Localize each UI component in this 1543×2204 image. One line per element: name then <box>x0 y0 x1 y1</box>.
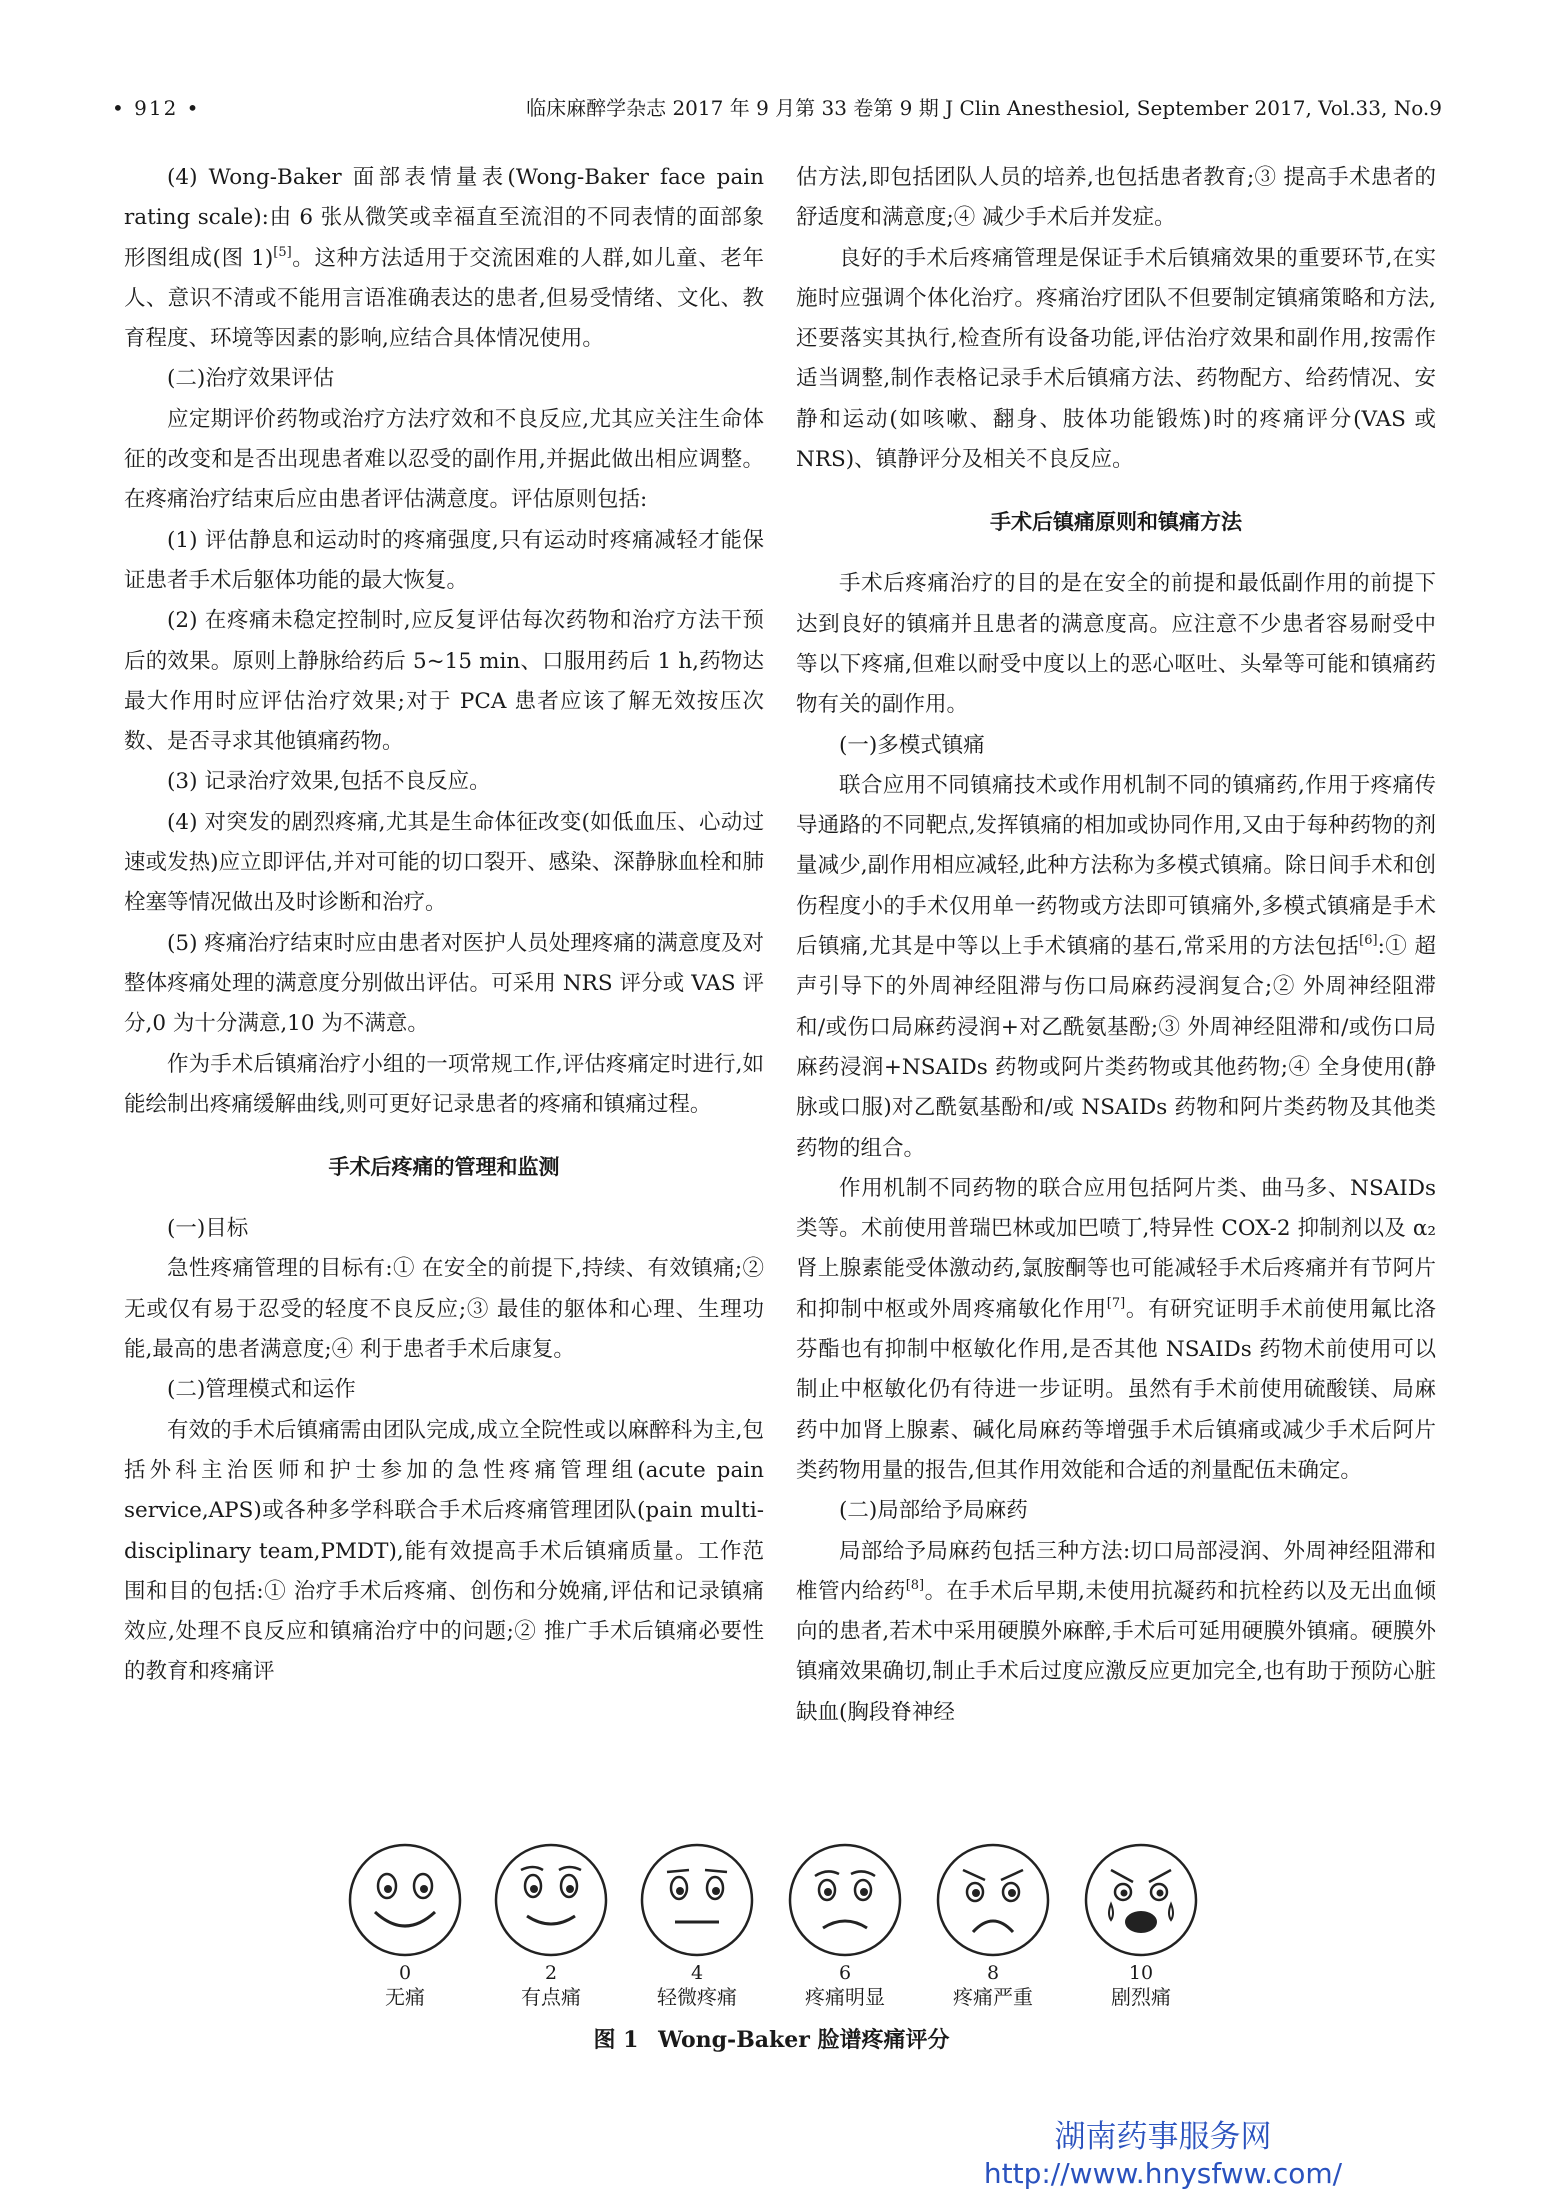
face-label: 有点痛 <box>521 1985 581 2009</box>
face-label: 剧烈痛 <box>1111 1985 1171 2009</box>
paragraph: (5) 疼痛治疗结束时应由患者对医护人员处理疼痛的满意度及对整体疼痛处理的满意度分别做出评估。可采用 NRS 评分或 VAS 评分,0 为十分满意,10 为不满意。 <box>124 930 764 1037</box>
journal-info: 临床麻醉学杂志 2017 年 9 月第 33 卷第 9 期 J Clin Anesthesiol, September 2017, Vol.33, No.9 <box>526 96 1442 120</box>
subheading: (二)治疗效果评估 <box>167 366 335 392</box>
citation: [8] <box>905 1577 925 1593</box>
subheading: (二)局部给予局麻药 <box>839 1498 1028 1524</box>
paragraph: 作为手术后镇痛治疗小组的一项常规工作,评估疼痛定时进行,如能绘制出疼痛缓解曲线,则可更好记录患者的疼痛和镇痛过程。 <box>124 1051 764 1117</box>
crying-face-icon <box>1081 1840 1201 1960</box>
citation: [7] <box>1106 1295 1126 1311</box>
face-score: 0 <box>398 1962 412 1984</box>
paragraph: 作用机制不同药物的联合应用包括阿片类、曲马多、NSAIDs 类等。术前使用普瑞巴林或加巴喷丁,特异性 COX-2 抑制剂以及 α₂ 肾上腺素能受体激动药,氯胺酮等也可能减轻手术后疼痛并有节阿片和抑制中枢或外周疼痛敏化作用[7]。有研究证明手术前使用氟比洛芬酯也有抑制中枢敏化作用,是否其他 NSAIDs 药物术前使用可以制止中枢敏化仍有待进一步证明。虽然有手术前使用硫酸镁、局麻药中加肾上腺素、碱化局麻药等增强手术后镇痛或减少手术后阿片类药物用量的报告,但其作用效能和合适的剂量配伍未确定。 <box>796 1175 1436 1483</box>
face-label: 疼痛明显 <box>805 1985 885 2009</box>
watermark-url: http://www.hnysfww.com/ <box>983 2157 1343 2190</box>
page-header <box>112 88 1442 128</box>
paragraph: 局部给予局麻药包括三种方法:切口局部浸润、外周神经阻滞和椎管内给药[8]。在手术后早期,未使用抗凝药和抗栓药以及无出血倾向的患者,若术中采用硬膜外麻醉,手术后可延用硬膜外镇痛。硬膜外镇痛效果确切,制止手术后过度应激反应更加完全,也有助于预防心脏缺血(胸段脊神经 <box>796 1538 1436 1725</box>
subheading: (一)目标 <box>167 1216 249 1242</box>
face-item <box>775 1840 915 2010</box>
face-item <box>335 1840 475 2010</box>
face-score: 4 <box>690 1962 704 1984</box>
face-score: 2 <box>544 1962 558 1984</box>
page-number: • 912 • <box>112 96 201 120</box>
paragraph: (2) 在疼痛未稳定控制时,应反复评估每次药物和治疗方法干预后的效果。原则上静脉给药后 5~15 min、口服用药后 1 h,药物达最大作用时应评估治疗效果;对于 PCA 患者应该了解无效按压次数、是否寻求其他镇痛药物。 <box>124 608 764 755</box>
paragraph: (4) 对突发的剧烈疼痛,尤其是生命体征改变(如低血压、心动过速或发热)应立即评估,并对可能的切口裂开、感染、深静脉血栓和肺栓塞等情况做出及时诊断和治疗。 <box>124 809 764 916</box>
face-label: 疼痛严重 <box>953 1985 1033 2009</box>
face-item <box>481 1840 621 2010</box>
wong-baker-figure <box>335 1840 1215 2010</box>
slight-smile-face-icon <box>491 1840 611 1960</box>
face-score: 8 <box>986 1962 1000 1984</box>
left-column <box>124 158 764 1693</box>
paragraph: 联合应用不同镇痛技术或作用机制不同的镇痛药,作用于疼痛传导通路的不同靶点,发挥镇痛的相加或协同作用,又由于每种药物的剂量减少,副作用相应减轻,此种方法称为多模式镇痛。除日间手术和创伤程度小的手术仅用单一药物或方法即可镇痛外,多模式镇痛是手术后镇痛,尤其是中等以上手术镇痛的基石,常采用的方法包括[6]:① 超声引导下的外周神经阻滞与伤口局麻药浸润复合;② 外周神经阻滞和/或伤口局麻药浸润+对乙酰氨基酚;③ 外周神经阻滞和/或伤口局麻药浸润+NSAIDs 药物或阿片类药物或其他药物;④ 全身使用(静脉或口服)对乙酰氨基酚和/或 NSAIDs 药物和阿片类药物及其他类药物的组合。 <box>796 772 1437 1161</box>
face-score: 10 <box>1128 1962 1154 1984</box>
paragraph: 估方法,即包括团队人员的培养,也包括患者教育;③ 提高手术患者的舒适度和满意度;④ 减少手术后并发症。 <box>796 165 1436 231</box>
smiling-face-icon <box>345 1840 465 1960</box>
section-heading: 手术后疼痛的管理和监测 <box>328 1155 560 1180</box>
right-column <box>796 158 1436 1733</box>
figure-title: Wong-Baker 脸谱疼痛评分 <box>658 2027 950 2053</box>
face-item <box>923 1840 1063 2010</box>
frown-face-icon <box>785 1840 905 1960</box>
face-item <box>627 1840 767 2010</box>
paragraph: 手术后疼痛治疗的目的是在安全的前提和最低副作用的前提下达到良好的镇痛并且患者的满意度高。应注意不少患者容易耐受中等以下疼痛,但难以耐受中度以上的恶心呕吐、头晕等可能和镇痛药物有关的副作用。 <box>796 571 1436 718</box>
paragraph: 良好的手术后疼痛管理是保证手术后镇痛效果的重要环节,在实施时应强调个体化治疗。疼痛治疗团队不但要制定镇痛策略和方法,还要落实其执行,检查所有设备功能,评估治疗效果和副作用,按需作适当调整,制作表格记录手术后镇痛方法、药物配方、给药情况、安静和运动(如咳嗽、翻身、肢体功能锻炼)时的疼痛评分(VAS 或 NRS)、镇静评分及相关不良反应。 <box>796 245 1436 473</box>
watermark <box>928 2118 1398 2192</box>
subheading: (一)多模式镇痛 <box>839 732 985 758</box>
face-label: 轻微疼痛 <box>657 1985 737 2009</box>
paragraph: 有效的手术后镇痛需由团队完成,成立全院性或以麻醉科为主,包括外科主治医师和护士参加的急性疼痛管理组(acute pain service,APS)或各种多学科联合手术后疼痛管理团队(pain multi-disciplinary team,PMDT),能有效提高手术后镇痛质量。工作范围和目的包括:① 治疗手术后疼痛、创伤和分娩痛,评估和记录镇痛效应,处理不良反应和镇痛治疗中的问题;② 推广手术后镇痛必要性的教育和疼痛评 <box>124 1417 764 1685</box>
figure-number: 图 1 <box>593 2027 639 2053</box>
paragraph: (1) 评估静息和运动时的疼痛强度,只有运动时疼痛减轻才能保证患者手术后躯体功能的最大恢复。 <box>124 527 764 593</box>
paragraph: 应定期评价药物或治疗方法疗效和不良反应,尤其应关注生命体征的改变和是否出现患者难以忍受的副作用,并据此做出相应调整。在疼痛治疗结束后应由患者评估满意度。评估原则包括: <box>124 406 764 513</box>
section-heading: 手术后镇痛原则和镇痛方法 <box>990 510 1242 535</box>
neutral-face-icon <box>637 1840 757 1960</box>
paragraph: (4) Wong-Baker 面部表情量表(Wong-Baker face pain rating scale):由 6 张从微笑或幸福直至流泪的不同表情的面部象形图组成(图 1)[5]。这种方法适用于交流困难的人群,如儿童、老年人、意识不清或不能用言语准确表达的患者,但易受情绪、文化、教育程度、环境等因素的影响,应结合具体情况使用。 <box>124 165 764 352</box>
face-item <box>1071 1840 1211 2010</box>
face-score: 6 <box>838 1962 852 1984</box>
citation: [5] <box>273 244 292 260</box>
citation: [6] <box>1359 933 1378 949</box>
face-label: 无痛 <box>385 1985 425 2009</box>
figure-caption <box>0 2023 1543 2054</box>
subheading: (二)管理模式和运作 <box>167 1377 356 1403</box>
watermark-site-name: 湖南药事服务网 <box>1054 2119 1272 2155</box>
paragraph: (3) 记录治疗效果,包括不良反应。 <box>167 769 491 795</box>
paragraph: 急性疼痛管理的目标有:① 在安全的前提下,持续、有效镇痛;② 无或仅有易于忍受的轻度不良反应;③ 最佳的躯体和心理、生理功能,最高的患者满意度;④ 利于患者手术后康复。 <box>124 1256 764 1363</box>
sad-face-icon <box>933 1840 1053 1960</box>
